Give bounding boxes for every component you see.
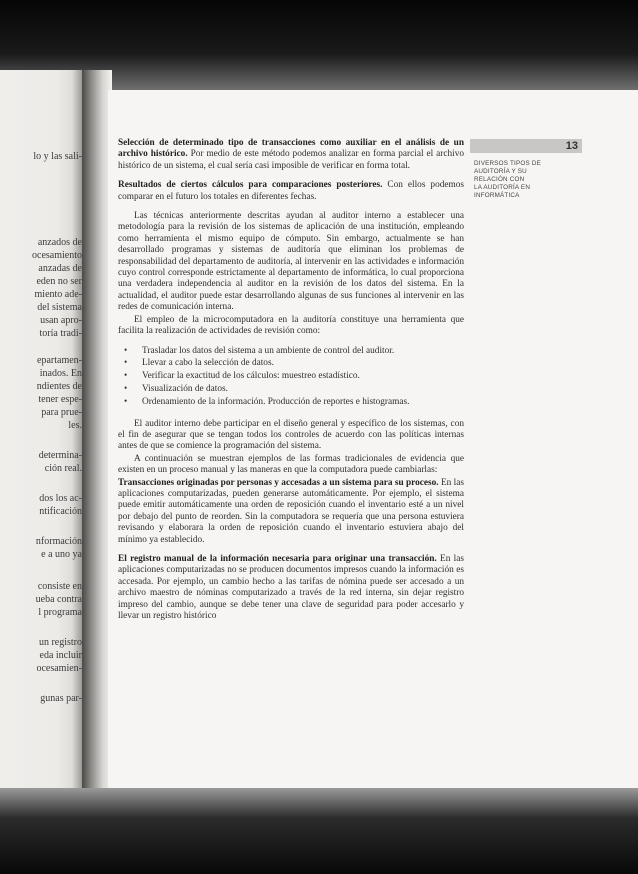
paragraph-body: En las aplicaciones computarizadas, pueden generarse automáticamente. Por ejemplo, el sistema puede emitir automáticamente una orden de reposición cuando el inventario esté a un nivel por debajo del punto de reorden. Sin la computadora se requería que una persona estuviera revisando y elaborara la orden de reposición cuando el inventario estuviera abajo del mínimo ya establecido. — [118, 477, 464, 545]
paragraph-microcomputer: El empleo de la microcomputadora en la auditoría constituye una herramienta que facilita la realización de actividades de revisión como: — [118, 314, 464, 337]
list-item: • Llevar a cabo la selección de datos. — [118, 358, 464, 369]
facing-line: dos los ac- — [39, 493, 82, 504]
paragraph-heading: Resultados de ciertos cálculos para comparaciones posteriores. — [118, 180, 383, 191]
paragraph-transactions — [118, 478, 464, 546]
paragraph-heading: Transacciones originadas por personas y accesadas a un sistema para su proceso. — [118, 477, 439, 488]
facing-line: les. — [68, 420, 82, 431]
facing-line: tener espe- — [38, 394, 82, 405]
facing-line: ocesamiento — [32, 250, 82, 261]
paragraph-examples-intro: A continuación se muestran ejemplos de las formas tradicionales de evidencia que existen en un proceso manual y las maneras en que la computadora puede cambiarlas: — [118, 453, 464, 476]
facing-line: ndientes de — [36, 381, 82, 392]
paragraph-historical-analysis — [118, 138, 464, 172]
facing-line: eden no ser — [36, 276, 82, 287]
paragraph-calculation-results — [118, 180, 464, 203]
facing-line: usan apro- — [40, 315, 82, 326]
facing-line: del sistema — [37, 302, 82, 313]
facing-line: consiste en — [37, 581, 82, 592]
running-header-line: AUDITORÍA Y SU — [474, 168, 527, 175]
paragraph-heading: El registro manual de la información necesaria para originar una transacción. — [118, 554, 437, 564]
facing-line: eda incluir — [39, 650, 82, 661]
facing-page — [0, 70, 82, 795]
paragraph-heading: Selección de determinado tipo de transacciones como auxiliar en el análisis de un archivo histórico. — [118, 138, 464, 160]
paragraph-body: En las aplicaciones computarizadas no se producen documentos impresos cuando la información es accesada. Por ejemplo, un cambio hecho a las tarifas de nómina puede ser accesado a un archivo maestro de nóminas computarizado a través de la red interna, sin dejar registro impreso del cambio, aunque se debe tener una clave de seguridad para poder accesarlo y llevar un registro histórico — [118, 554, 464, 622]
facing-line: un registro — [38, 637, 82, 648]
facing-line: e a uno ya — [41, 549, 82, 560]
paragraph-techniques: Las técnicas anteriormente descritas ayudan al auditor interno a establecer una metodología para la revisión de los sistemas de aplicación de una institución, empleando como herramienta el mismo equipo de cómputo. Sin embargo, actualmente se han desarrollado programas y sistemas de auditoría que eliminan los problemas de responsabilidad del departamento de auditoría, al intervenir en las actividades e información cuyo control corresponde estrictamente al departamento de informática, lo cual proporciona una verdadera independencia al auditor en la revisión de los datos del sistema. En la actualidad, el auditor puede estar desarrollando algunas de sus funciones al intervenir en las redes de comunicación interna. — [118, 211, 464, 313]
facing-line: ntificación — [39, 506, 82, 517]
running-header-line: RELACIÓN CON — [474, 176, 525, 183]
running-header-line: LA AUDITORÍA EN — [474, 184, 531, 191]
facing-line: epartamen- — [37, 355, 82, 366]
paragraph-body: Por medio de este método podemos analizar en forma parcial el archivo histórico de un sistema, el cual sería casi imposible de verificar en forma total. — [118, 149, 464, 171]
list-item: • Ordenamiento de la información. Producción de reportes e histogramas. — [118, 397, 464, 408]
facing-line: lo y las sali- — [33, 151, 82, 162]
paragraph-internal-auditor: El auditor interno debe participar en el diseño general y específico de los sistemas, con el fin de asegurar que se tengan todos los controles de acuerdo con las políticas internas antes de que se comience la programación del sistema. — [118, 418, 464, 452]
running-header-line: INFORMÁTICA — [474, 192, 520, 199]
paragraph-manual-record — [118, 554, 464, 622]
running-header-line: DIVERSOS TIPOS DE — [474, 160, 541, 167]
body-text — [118, 138, 464, 630]
facing-line: anzadas de — [38, 263, 82, 274]
list-item: • Visualización de datos. — [118, 384, 464, 395]
facing-line: ción real. — [44, 463, 82, 474]
facing-line: ueba contra — [35, 594, 82, 605]
running-header — [474, 160, 574, 200]
scan-border-bottom — [0, 788, 638, 874]
facing-line: determina- — [38, 450, 82, 461]
facing-line: toría tradi- — [39, 328, 82, 339]
facing-line: inados. En — [39, 368, 82, 379]
facing-line: miento ade- — [34, 289, 82, 300]
page-number-bar — [470, 139, 582, 153]
paragraph-body: Con ellos podemos comparar en el futuro los totales en diferentes fechas. — [118, 180, 464, 202]
facing-line: anzados de — [37, 237, 82, 248]
list-item: • Verificar la exactitud de los cálculos: muestreo estadístico. — [118, 371, 464, 382]
activities-list — [118, 346, 464, 409]
facing-line: ocesamien- — [36, 663, 82, 674]
facing-line: nformación — [35, 536, 82, 547]
facing-line: gunas par- — [40, 693, 82, 704]
facing-line: l programa — [38, 607, 82, 618]
list-item: • Trasladar los datos del sistema a un ambiente de control del auditor. — [118, 346, 464, 357]
facing-line: para prue- — [41, 407, 82, 418]
page-number: 13 — [565, 140, 578, 152]
